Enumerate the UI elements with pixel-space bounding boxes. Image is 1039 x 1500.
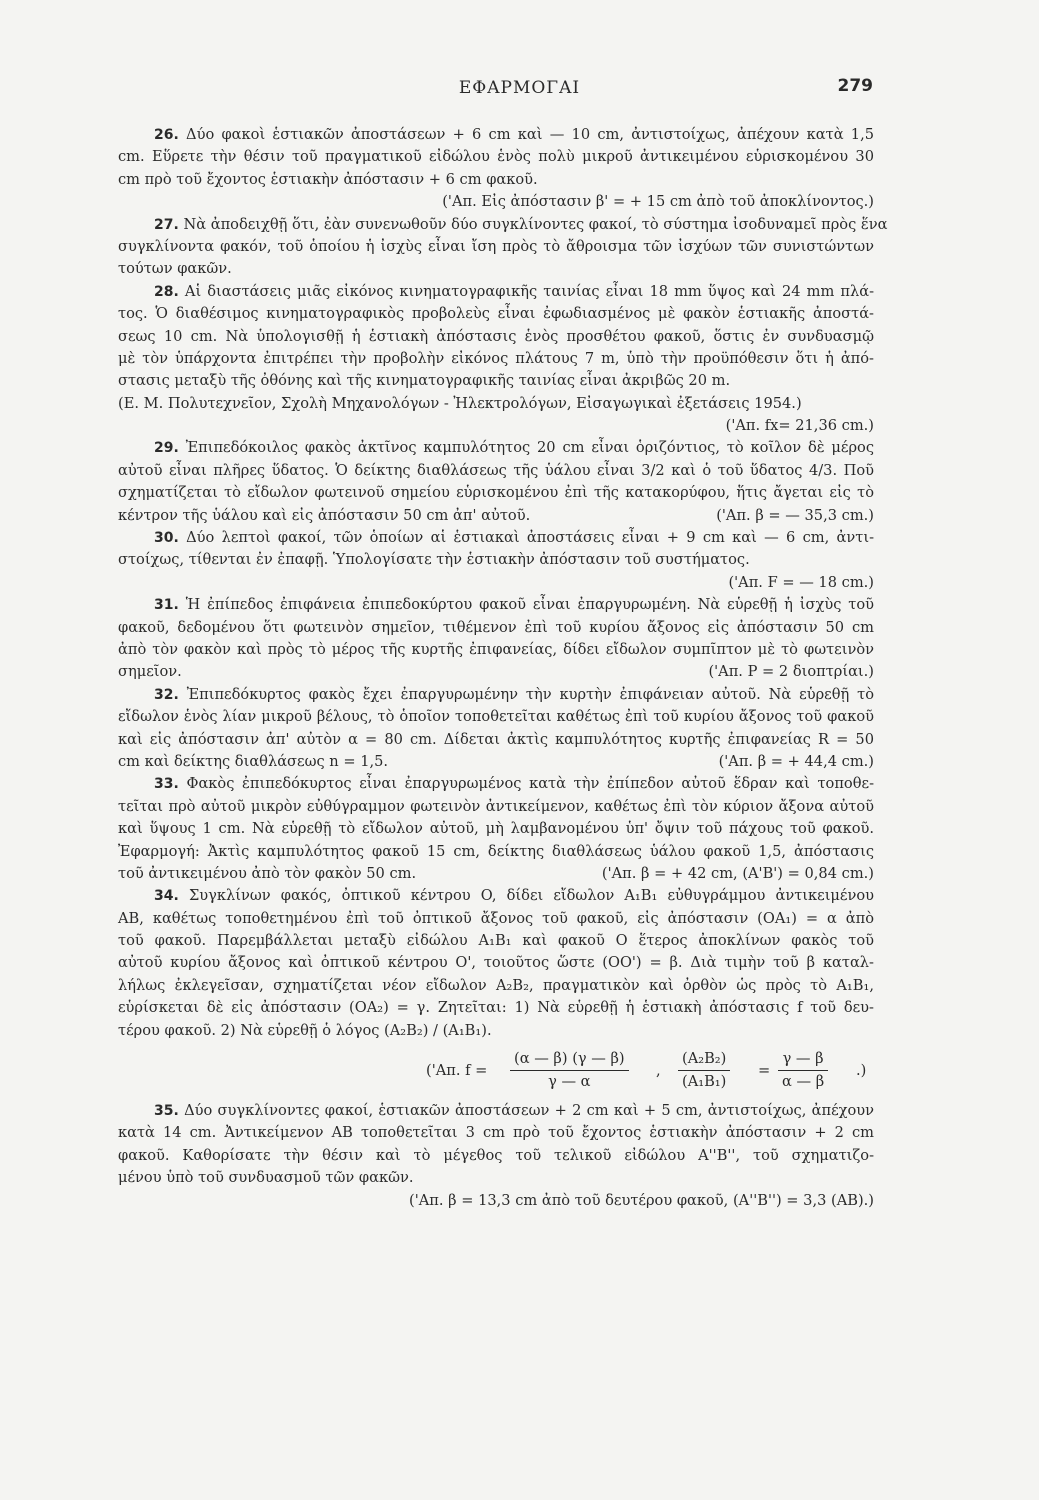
equals-sign: = — [758, 1062, 771, 1080]
text-line: Ἡ ἐπίπεδος ἐπιφάνεια ἐπιπεδοκύρτου φακοῦ εἶναι ἐπαργυρωμένη. Νὰ εὑρεθῇ ἡ ἰσχὺς τοῦ — [185, 596, 874, 614]
fraction-numerator: (α — β) (γ — β) — [510, 1048, 629, 1071]
problem-number: 26. — [154, 127, 179, 143]
text-line: κέντρον τῆς ὑάλου καὶ εἰς ἀπόστασιν 50 cm ἀπ' αὐτοῦ. — [118, 506, 531, 524]
problem-28 — [118, 281, 874, 438]
text-line: αὐτοῦ κυρίου ἄξονος καὶ ὀπτικοῦ κέντρου O', τοιοῦτος ὥστε (OO') = β. Διὰ τιμὴν τοῦ β καταλ- — [118, 954, 874, 972]
text-line: Συγκλίνων φακός, ὀπτικοῦ κέντρου O, δίδει εἴδωλον A₁B₁ εὐθυγράμμου ἀντικειμένου — [188, 887, 874, 905]
answer-formula: ('Απ. f = $\frac{(\alpha — \beta) (\gamma — \beta)}{\gamma — \alpha}$ , $\frac{\text{(A₂B₂)}}{\text{(A₁B₁)}}$ = $\frac{\gamma — \beta}{\alpha — \beta}$ .) — [118, 1046, 874, 1100]
text-line: Δύο φακοὶ ἑστιακῶν ἀποστάσεων + 6 cm καὶ — 10 cm, ἀντιστοίχως, ἀπέχουν κατὰ 1,5 — [186, 126, 874, 143]
text-line: μὲ τὸν ὑπάρχοντα ἐπιτρέπει τὴν προβολὴν εἰκόνος πλάτους 7 m, ὑπὸ τὴν προϋπόθεσιν ὅτι ἡ ἀπό- — [118, 349, 874, 367]
fraction-denominator: γ — α — [548, 1073, 591, 1091]
answer-suffix: .) — [856, 1062, 867, 1080]
text-line: τεῖται πρὸ αὐτοῦ μικρὸν εὐθύγραμμον φωτεινὸν ἀντικείμενον, καθέτως ἐπὶ τὸν κύριον ἄξονα αὐτοῦ — [118, 797, 874, 815]
page-header — [0, 74, 1039, 104]
fraction-denominator: (A₁B₁) — [682, 1073, 727, 1091]
text-line: στοίχως, τίθενται ἐν ἐπαφῇ. Ὑπολογίσατε τὴν ἑστιακὴν ἀπόστασιν τοῦ συστήματος. — [118, 551, 750, 569]
text-line: AB, καθέτως τοποθετημένου ἐπὶ τοῦ ὀπτικοῦ ἄξονος τοῦ φακοῦ, εἰς ἀπόστασιν (OA₁) = α ἀπὸ — [118, 909, 874, 927]
problem-26 — [118, 124, 874, 214]
text-line: Ἐφαρμογή: Ἀκτὶς καμπυλότητος φακοῦ 15 cm, δείκτης διαθλάσεως ὑάλου φακοῦ 1,5, ἀπόστασις — [118, 842, 874, 860]
text-line: φακοῦ. Καθορίσατε τὴν θέσιν καὶ τὸ μέγεθος τοῦ τελικοῦ εἰδώλου A''B'', τοῦ σχηματιζο- — [118, 1146, 874, 1164]
answer: ('Απ. P = 2 διοπτρίαι.) — [708, 663, 874, 681]
problem-29 — [118, 437, 874, 527]
problem-27 — [118, 214, 888, 281]
answer: ('Απ. Εἰς ἀπόστασιν β' = + 15 cm ἀπὸ τοῦ ἀποκλίνοντος.) — [442, 193, 874, 211]
text-line: Δύο συγκλίνοντες φακοί, ἑστιακῶν ἀποστάσεων + 2 cm καὶ + 5 cm, ἀντιστοίχως, ἀπέχουν — [184, 1102, 875, 1120]
text-line: σχηματίζεται τὸ εἴδωλον φωτεινοῦ σημείου εὑρισκομένου ἐπὶ τῆς κατακορύφου, ἥτις ἄγεται εἰς τὸ — [118, 484, 874, 502]
text-line: Νὰ ἀποδειχθῇ ὅτι, ἐὰν συνενωθοῦν δύο συγκλίνοντες φακοί, τὸ σύστημα ἰσοδυναμεῖ πρὸς ἕνα — [183, 215, 888, 233]
problem-34 — [118, 885, 874, 1100]
answer: ('Απ. F = — 18 cm.) — [728, 573, 874, 591]
text-line: τοῦ φακοῦ. Παρεμβάλλεται μεταξὺ εἰδώλου A₁B₁ καὶ φακοῦ O ἕτερος ἀποκλίνων φακὸς τοῦ — [118, 932, 874, 950]
text-line: τούτων φακῶν. — [118, 260, 232, 278]
text-line: τέρου φακοῦ. 2) Νὰ εὑρεθῇ ὁ λόγος (A₂B₂) / (A₁B₁). — [118, 1021, 492, 1039]
text-line: συγκλίνοντα φακόν, τοῦ ὁποίου ἡ ἰσχὺς εἶναι ἴση πρὸς τὸ ἄθροισμα τῶν ἰσχύων τῶν συνιστώντων — [118, 237, 874, 255]
exam-source: (Ε. Μ. Πολυτεχνεῖον, Σχολὴ Μηχανολόγων - Ἠλεκτρολόγων, Εἰσαγωγικαὶ ἐξετάσεις 1954.) — [118, 394, 802, 412]
text-line: εἴδωλον ἑνὸς λίαν μικροῦ βέλους, τὸ ὁποῖον τοποθετεῖται καθέτως ἐπὶ τοῦ κυρίου ἄξονος τοῦ φακοῦ — [118, 708, 874, 726]
problem-number: 29. — [154, 440, 179, 457]
text-line: αὐτοῦ εἶναι πλῆρες ὕδατος. Ὁ δείκτης διαθλάσεως τῆς ὑάλου εἶναι 3/2 καὶ ὁ τοῦ ὕδατος 4/3. Ποῦ — [118, 461, 874, 479]
text-line: εὑρίσκεται δὲ εἰς ἀπόστασιν (OA₂) = γ. Ζητεῖται: 1) Νὰ εὑρεθῇ ἡ ἑστιακὴ ἀπόστασις f τοῦ δευ- — [118, 999, 874, 1017]
fraction-ratio — [678, 1048, 730, 1094]
text-line: Ἐπιπεδόκυρτος φακὸς ἔχει ἐπαργυρωμένην τὴν κυρτὴν ἐπιφάνειαν αὐτοῦ. Νὰ εὑρεθῇ τὸ — [186, 685, 874, 703]
text-line: κατὰ 14 cm. Ἀντικείμενον AB τοποθετεῖται 3 cm πρὸ τοῦ ἔχοντος ἑστιακὴν ἀπόστασιν + 2 cm — [118, 1124, 874, 1142]
answer: ('Απ. β = + 42 cm, (A'B') = 0,84 cm.) — [601, 864, 874, 882]
text-line: Φακὸς ἐπιπεδόκυρτος εἶναι ἐπαργυρωμένος κατὰ τὴν ἐπίπεδον αὐτοῦ ἕδραν καὶ τοποθε- — [186, 775, 875, 793]
text-line: στασις μεταξὺ τῆς ὀθόνης καὶ τῆς κινηματογραφικῆς ταινίας εἶναι ἀκριβῶς 20 m. — [118, 372, 731, 390]
text-line: σημεῖον. — [118, 663, 182, 681]
problem-number: 30. — [154, 530, 179, 547]
text-line: λήλως ἐκλεγεῖσαν, σχηματίζεται νέον εἴδωλον A₂B₂, πραγματικὸν καὶ ὀρθὸν ὡς πρὸς τὸ A₁B₁, — [118, 976, 874, 994]
text-line: Αἱ διαστάσεις μιᾶς εἰκόνος κινηματογραφικῆς ταινίας εἶναι 18 mm ὕψος καὶ 24 mm πλά- — [184, 282, 875, 300]
problem-number: 31. — [154, 597, 179, 614]
text-line: φακοῦ, δεδομένου ὅτι φωτεινὸν σημεῖον, τιθέμενον ἐπὶ τοῦ κυρίου ἄξονος εἰς ἀπόστασιν 50 cm — [118, 618, 874, 636]
answer: ('Απ. β = 13,3 cm ἀπὸ τοῦ δευτέρου φακοῦ, (A''B'') = 3,3 (AB).) — [409, 1191, 874, 1209]
problem-30 — [118, 527, 874, 594]
problem-32 — [118, 684, 874, 774]
problem-35 — [118, 1100, 874, 1212]
text-line: Ἐπιπεδόκοιλος φακὸς ἀκτῖνος καμπυλότητος 20 cm εἶναι ὁριζόντιος, τὸ κοῖλον δὲ μέρος — [185, 439, 875, 457]
problem-number: 35. — [154, 1103, 179, 1120]
problem-33 — [118, 773, 874, 885]
problem-number: 34. — [154, 888, 179, 905]
problem-number: 33. — [154, 776, 179, 793]
problem-list — [118, 124, 888, 1212]
text-line: καὶ ὕψους 1 cm. Νὰ εὑρεθῇ τὸ εἴδωλον αὐτοῦ, μὴ λαμβανομένου ὑπ' ὄψιν τοῦ πάχους τοῦ φακοῦ. — [118, 820, 874, 838]
answer: ('Απ. fx= 21,36 cm.) — [725, 417, 874, 435]
fraction-denominator: α — β — [782, 1073, 825, 1091]
answer: ('Απ. β = — 35,3 cm.) — [716, 506, 874, 524]
answer-prefix: ('Απ. f = — [426, 1062, 488, 1080]
problem-number: 32. — [154, 686, 179, 703]
fraction-numerator: (A₂B₂) — [678, 1048, 730, 1071]
running-head: ΕΦΑΡΜΟΓΑΙ — [458, 78, 581, 98]
answer: ('Απ. β = + 44,4 cm.) — [718, 752, 874, 770]
fraction-numerator: γ — β — [778, 1048, 828, 1071]
text-line: cm πρὸ τοῦ ἔχοντος ἑστιακὴν ἀπόστασιν + 6 cm φακοῦ. — [118, 170, 538, 188]
text-line: cm. Εὕρετε τὴν θέσιν τοῦ πραγματικοῦ εἰδώλου ἑνὸς πολὺ μικροῦ ἀντικειμένου εὑρισκομένου 30 — [118, 148, 874, 166]
text-line: σεως 10 cm. Νὰ ὑπολογισθῇ ἡ ἑστιακὴ ἀπόστασις ἑνὸς προσθέτου φακοῦ, ὅστις ἐν συνδυασμῷ — [118, 327, 874, 345]
text-line: Δύο λεπτοὶ φακοί, τῶν ὁποίων αἱ ἑστιακαὶ ἀποστάσεις εἶναι + 9 cm καὶ — 6 cm, ἀντι- — [186, 529, 874, 547]
text-line: μένου ὑπὸ τοῦ συνδυασμοῦ τῶν φακῶν. — [118, 1169, 414, 1187]
text-line: τος. Ὁ διαθέσιμος κινηματογραφικὸς προβολεὺς εἶναι ἐφωδιασμένος μὲ φακὸν ἑστιακῆς ἀποστά- — [118, 305, 874, 323]
text-line: τοῦ ἀντικειμένου ἀπὸ τὸν φακὸν 50 cm. — [118, 864, 417, 882]
fraction-result — [778, 1048, 828, 1094]
text-line: cm καὶ δείκτης διαθλάσεως n = 1,5. — [118, 752, 389, 770]
text-line: καὶ εἰς ἀπόστασιν ἀπ' αὐτὸν α = 80 cm. Δίδεται ἀκτὶς καμπυλότητος κυρτῆς ἐπιφανείας R = 50 — [118, 730, 874, 748]
page-number: 279 — [837, 76, 873, 96]
problem-31 — [118, 594, 874, 684]
problem-number: 27. — [154, 216, 179, 233]
text-line: ἀπὸ τὸν φακὸν καὶ πρὸς τὸ μέρος τῆς κυρτῆς ἐπιφανείας, δίδει εἴδωλον συμπῖπτον μὲ τὸ φωτεινὸν — [118, 640, 874, 658]
fraction-focal — [510, 1048, 629, 1094]
problem-number: 28. — [154, 283, 179, 300]
